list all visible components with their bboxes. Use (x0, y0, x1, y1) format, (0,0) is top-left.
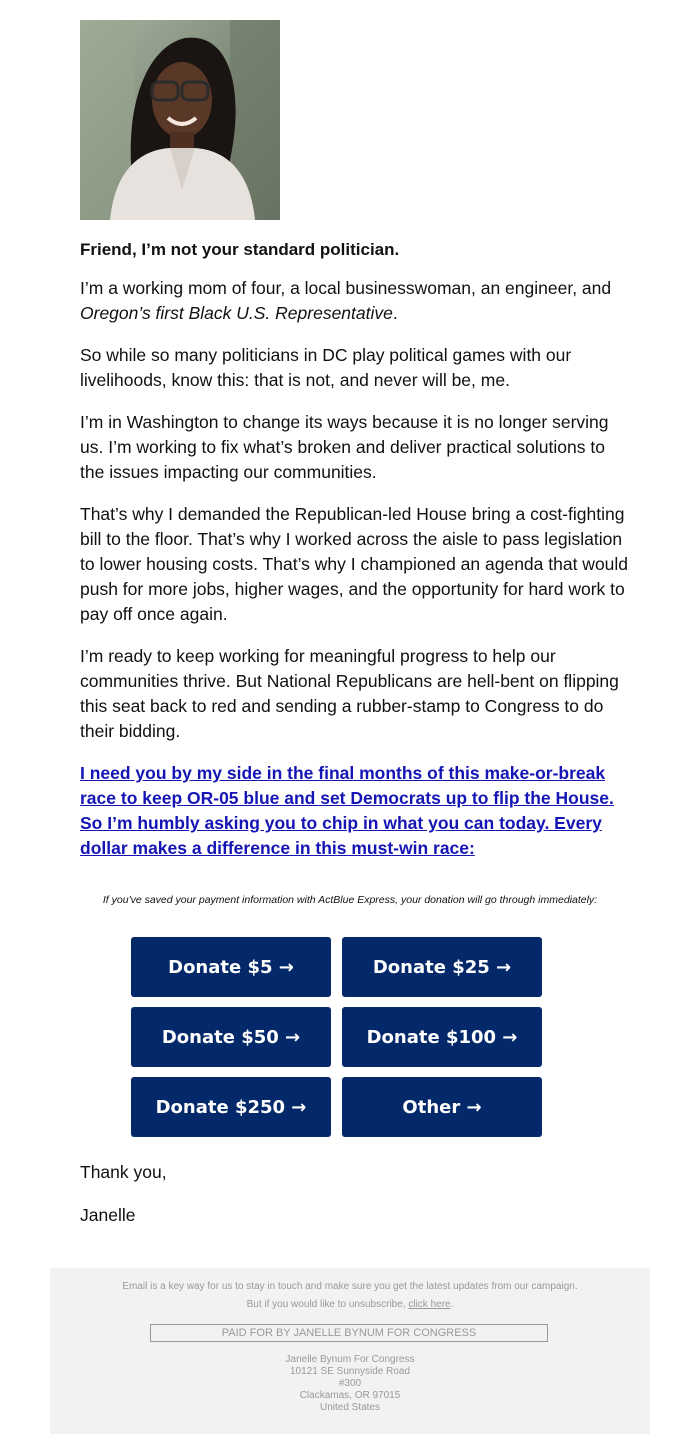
footer-info-line: Email is a key way for us to stay in touch and make sure you get the latest updates from our campaign. (122, 1281, 578, 1292)
unsubscribe-link[interactable]: click here (408, 1299, 451, 1310)
donate-100-button[interactable]: Donate $100 → (342, 1007, 542, 1067)
unsubscribe-suffix: . (450, 1299, 454, 1310)
paragraph-1-end: . (392, 303, 398, 323)
paragraph-1-text: I’m a working mom of four, a local businesswoman, an engineer, and (80, 278, 612, 298)
donate-50-button[interactable]: Donate $50 → (131, 1007, 331, 1067)
candidate-photo (80, 20, 280, 220)
donate-cta-link[interactable]: I need you by my side in the final months of this make-or-break race to keep OR-05 blue and set Democrats up to flip the House. So I’m humbly asking you to chip in what you can today. Every dollar makes a difference in this must-win race: (80, 763, 614, 858)
donate-25-button[interactable]: Donate $25 → (342, 937, 542, 997)
paragraph-3: I’m in Washington to change its ways because it is no longer serving us. I’m working to fix what’s broken and deliver practical solutions to the issues impacting our communities. (80, 412, 609, 482)
address-line: Clackamas, OR 97015 (299, 1390, 401, 1401)
email-footer (50, 1268, 650, 1434)
portrait-image (80, 20, 280, 220)
address-line: #300 (338, 1378, 362, 1389)
donate-5-button[interactable]: Donate $5 → (131, 937, 331, 997)
paragraph-1-emphasis: Oregon’s first Black U.S. Representative (80, 303, 393, 323)
paid-for-disclaimer: PAID FOR BY JANELLE BYNUM FOR CONGRESS (150, 1324, 548, 1342)
address-line: 10121 SE Sunnyside Road (289, 1366, 411, 1377)
paragraph-2: So while so many politicians in DC play political games with our livelihoods, know this: that is not, and never will be, me. (80, 345, 572, 390)
footer-unsubscribe-line (50, 1299, 650, 1310)
paragraph-4: That’s why I demanded the Republican-led House bring a cost-fighting bill to the floor. That’s why I worked across the aisle to pass legislation to lower housing costs. That’s why I championed an agenda that would push for more jobs, higher wages, and the opportunity for hard work to pay off once again. (80, 504, 629, 624)
donate-other-button[interactable]: Other → (342, 1077, 542, 1137)
paragraph-5: I’m ready to keep working for meaningful progress to help our communities thrive. But National Republicans are hell-bent on flipping this seat back to red and sending a rubber-stamp to Congress to do their bidding. (80, 646, 619, 741)
address-line: United States (319, 1402, 381, 1413)
mailing-address (50, 1354, 650, 1414)
paragraph-1 (80, 276, 630, 326)
greeting: Friend, I’m not your standard politician. (80, 240, 400, 259)
signoff-thanks: Thank you, (80, 1162, 167, 1182)
donate-250-button[interactable]: Donate $250 → (131, 1077, 331, 1137)
signoff-name: Janelle (80, 1205, 136, 1225)
email-body (80, 239, 630, 861)
address-line: Janelle Bynum For Congress (285, 1354, 415, 1365)
actblue-express-note: If you've saved your payment information with ActBlue Express, your donation will go through immediately: (102, 894, 598, 906)
unsubscribe-prefix: But if you would like to unsubscribe, (246, 1299, 409, 1310)
